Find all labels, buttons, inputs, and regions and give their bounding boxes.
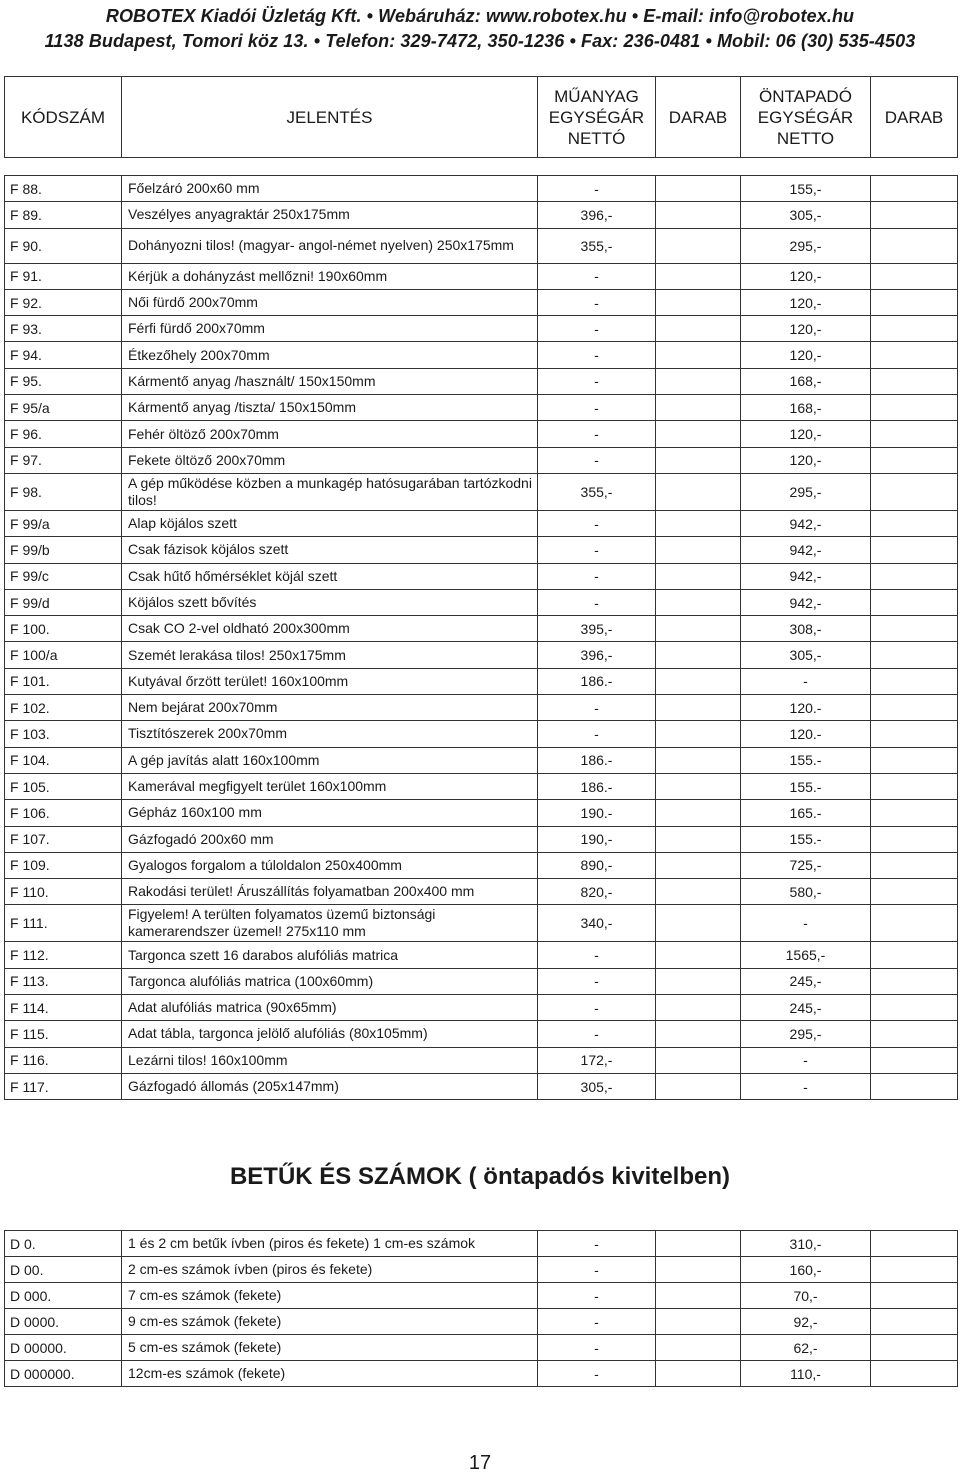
table-row: [5, 642, 958, 668]
row-qty-plastic: [656, 852, 741, 878]
row-adhesive-price: 165.-: [741, 800, 871, 826]
row-adhesive-price: -: [741, 1047, 871, 1073]
header-code: KÓDSZÁM: [5, 77, 122, 158]
row-qty-adhesive: [871, 316, 958, 342]
row-qty-plastic: [656, 589, 741, 615]
header-plastic-line2: EGYSÉGÁR: [548, 107, 645, 127]
row-qty-plastic: [656, 176, 741, 202]
header-qty2: DARAB: [871, 77, 958, 158]
row-plastic-price: -: [538, 263, 656, 289]
row-qty-adhesive: [871, 995, 958, 1021]
row-code: F 103.: [5, 721, 122, 747]
table-row: [5, 202, 958, 228]
row-description: Gázfogadó 200x60 mm: [122, 826, 538, 852]
row-plastic-price: -: [538, 589, 656, 615]
header-meaning: JELENTÉS: [122, 77, 538, 158]
row-adhesive-price: 310,-: [741, 1231, 871, 1257]
row-qty-plastic: [656, 1231, 741, 1257]
row-qty-adhesive: [871, 202, 958, 228]
table-row: [5, 228, 958, 263]
row-qty-plastic: [656, 1021, 741, 1047]
row-description: A gép működése közben a munkagép hatósugarában tartózkodni tilos!: [122, 473, 538, 510]
row-code: F 100.: [5, 616, 122, 642]
row-adhesive-price: 70,-: [741, 1283, 871, 1309]
row-plastic-price: -: [538, 1021, 656, 1047]
row-plastic-price: 395,-: [538, 616, 656, 642]
row-plastic-price: -: [538, 563, 656, 589]
row-description: Gépház 160x100 mm: [122, 800, 538, 826]
row-adhesive-price: 62,-: [741, 1335, 871, 1361]
row-code: F 99/b: [5, 537, 122, 563]
row-description: Tisztítószerek 200x70mm: [122, 721, 538, 747]
row-description: Csak hűtő hőmérséklet köjál szett: [122, 563, 538, 589]
header-adhesive-line2: EGYSÉGÁR: [757, 107, 854, 127]
row-adhesive-price: 580,-: [741, 879, 871, 905]
row-plastic-price: -: [538, 537, 656, 563]
row-qty-adhesive: [871, 905, 958, 942]
row-description: 7 cm-es számok (fekete): [122, 1283, 538, 1309]
table-row: [5, 1257, 958, 1283]
table-row: [5, 695, 958, 721]
row-plastic-price: -: [538, 368, 656, 394]
row-description: Étkezőhely 200x70mm: [122, 342, 538, 368]
table-row: [5, 263, 958, 289]
row-adhesive-price: 942,-: [741, 563, 871, 589]
row-plastic-price: -: [538, 342, 656, 368]
row-adhesive-price: 160,-: [741, 1257, 871, 1283]
row-qty-plastic: [656, 1309, 741, 1335]
row-qty-adhesive: [871, 1231, 958, 1257]
row-code: F 111.: [5, 905, 122, 942]
row-qty-plastic: [656, 537, 741, 563]
row-code: F 94.: [5, 342, 122, 368]
table-row: [5, 473, 958, 510]
row-code: D 00000.: [5, 1335, 122, 1361]
table-row: [5, 289, 958, 315]
header-adhesive-line1: ÖNTAPADÓ: [759, 86, 852, 106]
row-code: F 112.: [5, 942, 122, 968]
row-qty-adhesive: [871, 852, 958, 878]
row-plastic-price: -: [538, 1335, 656, 1361]
row-plastic-price: 355,-: [538, 473, 656, 510]
row-qty-adhesive: [871, 879, 958, 905]
table-row: [5, 589, 958, 615]
table-row: [5, 510, 958, 536]
row-adhesive-price: 942,-: [741, 510, 871, 536]
row-qty-plastic: [656, 879, 741, 905]
table-row: [5, 826, 958, 852]
company-header-line2: 1138 Budapest, Tomori köz 13. • Telefon: 329-7472, 350-1236 • Fax: 236-0481 • Mobil: 06 (30) 535-4503: [44, 31, 916, 51]
row-adhesive-price: 155.-: [741, 826, 871, 852]
row-description: A gép javítás alatt 160x100mm: [122, 747, 538, 773]
table-row: [5, 1309, 958, 1335]
row-adhesive-price: 295,-: [741, 228, 871, 263]
row-qty-adhesive: [871, 747, 958, 773]
row-qty-plastic: [656, 563, 741, 589]
table-row: [5, 668, 958, 694]
row-description: Adat alufóliás matrica (90x65mm): [122, 995, 538, 1021]
row-code: F 117.: [5, 1073, 122, 1099]
row-description: Kamerával megfigyelt terület 160x100mm: [122, 773, 538, 799]
row-qty-plastic: [656, 800, 741, 826]
row-description: 2 cm-es számok ívben (piros és fekete): [122, 1257, 538, 1283]
row-description: Adat tábla, targonca jelölő alufóliás (80x105mm): [122, 1021, 538, 1047]
row-qty-plastic: [656, 289, 741, 315]
letters-table: [4, 1230, 958, 1387]
row-plastic-price: -: [538, 1309, 656, 1335]
row-plastic-price: -: [538, 421, 656, 447]
table-row: [5, 176, 958, 202]
row-plastic-price: 172,-: [538, 1047, 656, 1073]
row-description: Kérjük a dohányzást mellőzni! 190x60mm: [122, 263, 538, 289]
row-code: D 0.: [5, 1231, 122, 1257]
row-qty-plastic: [656, 263, 741, 289]
row-plastic-price: 340,-: [538, 905, 656, 942]
row-plastic-price: -: [538, 1361, 656, 1387]
table-row: [5, 773, 958, 799]
row-qty-plastic: [656, 773, 741, 799]
table-row: [5, 316, 958, 342]
table-row: [5, 995, 958, 1021]
row-adhesive-price: 245,-: [741, 995, 871, 1021]
row-description: 12cm-es számok (fekete): [122, 1361, 538, 1387]
row-qty-plastic: [656, 1361, 741, 1387]
row-adhesive-price: 120,-: [741, 263, 871, 289]
row-qty-adhesive: [871, 773, 958, 799]
row-description: Főelzáró 200x60 mm: [122, 176, 538, 202]
row-code: D 00.: [5, 1257, 122, 1283]
row-code: F 106.: [5, 800, 122, 826]
row-description: Köjálos szett bővítés: [122, 589, 538, 615]
row-qty-adhesive: [871, 1283, 958, 1309]
table-row: [5, 447, 958, 473]
row-code: F 95.: [5, 368, 122, 394]
row-plastic-price: -: [538, 968, 656, 994]
row-code: F 116.: [5, 1047, 122, 1073]
row-adhesive-price: 155,-: [741, 176, 871, 202]
row-description: Gázfogadó állomás (205x147mm): [122, 1073, 538, 1099]
row-plastic-price: -: [538, 942, 656, 968]
row-qty-plastic: [656, 1283, 741, 1309]
row-description: Rakodási terület! Áruszállítás folyamatban 200x400 mm: [122, 879, 538, 905]
row-code: F 89.: [5, 202, 122, 228]
row-plastic-price: 355,-: [538, 228, 656, 263]
row-description: Nem bejárat 200x70mm: [122, 695, 538, 721]
row-adhesive-price: 120,-: [741, 289, 871, 315]
row-qty-adhesive: [871, 1335, 958, 1361]
row-description: Női fürdő 200x70mm: [122, 289, 538, 315]
table-row: [5, 942, 958, 968]
table-row: [5, 1335, 958, 1361]
row-adhesive-price: 110,-: [741, 1361, 871, 1387]
row-qty-plastic: [656, 342, 741, 368]
page-number: 17: [468, 1452, 492, 1474]
row-qty-adhesive: [871, 1361, 958, 1387]
row-qty-adhesive: [871, 1073, 958, 1099]
row-description: Alap köjálos szett: [122, 510, 538, 536]
row-qty-adhesive: [871, 721, 958, 747]
row-plastic-price: 186.-: [538, 773, 656, 799]
row-qty-plastic: [656, 695, 741, 721]
row-code: F 113.: [5, 968, 122, 994]
row-qty-adhesive: [871, 1021, 958, 1047]
row-adhesive-price: -: [741, 1073, 871, 1099]
row-qty-plastic: [656, 510, 741, 536]
row-adhesive-price: 245,-: [741, 968, 871, 994]
row-plastic-price: -: [538, 1231, 656, 1257]
row-description: Csak fázisok köjálos szett: [122, 537, 538, 563]
row-adhesive-price: -: [741, 668, 871, 694]
row-plastic-price: -: [538, 1283, 656, 1309]
row-qty-plastic: [656, 447, 741, 473]
table-row: [5, 747, 958, 773]
row-description: Figyelem! A terülten folyamatos üzemű biztonsági kamerarendszer üzemel! 275x110 mm: [122, 905, 538, 942]
row-description: Kármentő anyag /használt/ 150x150mm: [122, 368, 538, 394]
table-row: [5, 1047, 958, 1073]
row-qty-adhesive: [871, 642, 958, 668]
row-code: F 104.: [5, 747, 122, 773]
row-qty-adhesive: [871, 447, 958, 473]
row-description: Szemét lerakása tilos! 250x175mm: [122, 642, 538, 668]
row-qty-adhesive: [871, 668, 958, 694]
row-plastic-price: 396,-: [538, 642, 656, 668]
row-plastic-price: -: [538, 721, 656, 747]
row-plastic-price: 890,-: [538, 852, 656, 878]
row-adhesive-price: 120,-: [741, 316, 871, 342]
row-qty-adhesive: [871, 228, 958, 263]
row-qty-plastic: [656, 826, 741, 852]
row-code: F 105.: [5, 773, 122, 799]
row-code: F 99/d: [5, 589, 122, 615]
row-code: F 100/a: [5, 642, 122, 668]
row-description: Targonca szett 16 darabos alufóliás matrica: [122, 942, 538, 968]
row-code: F 93.: [5, 316, 122, 342]
row-code: F 91.: [5, 263, 122, 289]
row-code: F 90.: [5, 228, 122, 263]
row-adhesive-price: 155.-: [741, 773, 871, 799]
row-qty-adhesive: [871, 289, 958, 315]
column-header-table: [4, 76, 958, 158]
row-description: Dohányozni tilos! (magyar- angol-német nyelven) 250x175mm: [122, 228, 538, 263]
table-row: [5, 800, 958, 826]
row-code: F 102.: [5, 695, 122, 721]
table-row: [5, 368, 958, 394]
row-qty-plastic: [656, 616, 741, 642]
row-qty-plastic: [656, 228, 741, 263]
row-adhesive-price: 168,-: [741, 368, 871, 394]
row-qty-plastic: [656, 1257, 741, 1283]
row-description: Fekete öltöző 200x70mm: [122, 447, 538, 473]
row-qty-adhesive: [871, 826, 958, 852]
row-adhesive-price: 155.-: [741, 747, 871, 773]
row-code: F 88.: [5, 176, 122, 202]
row-code: F 109.: [5, 852, 122, 878]
row-description: Gyalogos forgalom a túloldalon 250x400mm: [122, 852, 538, 878]
row-qty-adhesive: [871, 942, 958, 968]
row-qty-adhesive: [871, 176, 958, 202]
row-description: Veszélyes anyagraktár 250x175mm: [122, 202, 538, 228]
row-qty-adhesive: [871, 1257, 958, 1283]
row-adhesive-price: 92,-: [741, 1309, 871, 1335]
header-plastic-line1: MŰANYAG: [554, 86, 639, 106]
row-qty-adhesive: [871, 537, 958, 563]
header-plastic-price: [538, 77, 656, 158]
row-plastic-price: -: [538, 447, 656, 473]
row-code: F 96.: [5, 421, 122, 447]
row-description: Csak CO 2-vel oldható 200x300mm: [122, 616, 538, 642]
row-adhesive-price: 120.-: [741, 721, 871, 747]
row-plastic-price: -: [538, 395, 656, 421]
table-row: [5, 1231, 958, 1257]
row-plastic-price: 190,-: [538, 826, 656, 852]
row-qty-plastic: [656, 202, 741, 228]
row-description: Kármentő anyag /tiszta/ 150x150mm: [122, 395, 538, 421]
row-qty-plastic: [656, 905, 741, 942]
row-qty-adhesive: [871, 263, 958, 289]
row-plastic-price: 396,-: [538, 202, 656, 228]
row-description: Férfi fürdő 200x70mm: [122, 316, 538, 342]
row-code: F 97.: [5, 447, 122, 473]
section-title: BETŰK ÉS SZÁMOK ( öntapadós kivitelben): [229, 1163, 731, 1190]
row-qty-plastic: [656, 1335, 741, 1361]
row-plastic-price: 820,-: [538, 879, 656, 905]
row-plastic-price: -: [538, 176, 656, 202]
row-plastic-price: 186.-: [538, 747, 656, 773]
row-description: 1 és 2 cm betűk ívben (piros és fekete) 1 cm-es számok: [122, 1231, 538, 1257]
row-qty-adhesive: [871, 342, 958, 368]
row-qty-adhesive: [871, 589, 958, 615]
row-qty-plastic: [656, 747, 741, 773]
row-qty-plastic: [656, 1047, 741, 1073]
row-code: F 92.: [5, 289, 122, 315]
table-row: [5, 342, 958, 368]
table-row: [5, 421, 958, 447]
row-qty-plastic: [656, 995, 741, 1021]
row-adhesive-price: -: [741, 905, 871, 942]
table-row: [5, 395, 958, 421]
row-adhesive-price: 120,-: [741, 447, 871, 473]
row-adhesive-price: 120.-: [741, 695, 871, 721]
row-plastic-price: 190.-: [538, 800, 656, 826]
row-qty-adhesive: [871, 1047, 958, 1073]
row-code: F 115.: [5, 1021, 122, 1047]
row-qty-adhesive: [871, 510, 958, 536]
row-code: F 99/a: [5, 510, 122, 536]
row-qty-plastic: [656, 368, 741, 394]
row-adhesive-price: 942,-: [741, 537, 871, 563]
row-adhesive-price: 305,-: [741, 642, 871, 668]
row-plastic-price: 305,-: [538, 1073, 656, 1099]
row-plastic-price: -: [538, 1257, 656, 1283]
row-description: 5 cm-es számok (fekete): [122, 1335, 538, 1361]
row-code: F 101.: [5, 668, 122, 694]
row-description: 9 cm-es számok (fekete): [122, 1309, 538, 1335]
row-adhesive-price: 120,-: [741, 342, 871, 368]
row-adhesive-price: 308,-: [741, 616, 871, 642]
row-code: F 95/a: [5, 395, 122, 421]
row-description: Fehér öltöző 200x70mm: [122, 421, 538, 447]
row-plastic-price: -: [538, 695, 656, 721]
row-adhesive-price: 295,-: [741, 473, 871, 510]
row-description: Targonca alufóliás matrica (100x60mm): [122, 968, 538, 994]
row-adhesive-price: 120,-: [741, 421, 871, 447]
row-qty-plastic: [656, 721, 741, 747]
table-row: [5, 537, 958, 563]
table-row: [5, 616, 958, 642]
table-row: [5, 1021, 958, 1047]
header-plastic-line3: NETTÓ: [567, 128, 626, 148]
row-description: Lezárni tilos! 160x100mm: [122, 1047, 538, 1073]
table-row: [5, 721, 958, 747]
row-code: F 110.: [5, 879, 122, 905]
table-row: [5, 1361, 958, 1387]
row-plastic-price: -: [538, 289, 656, 315]
table-row: [5, 1073, 958, 1099]
row-qty-adhesive: [871, 968, 958, 994]
table-row: [5, 563, 958, 589]
row-code: F 98.: [5, 473, 122, 510]
row-plastic-price: -: [538, 316, 656, 342]
row-plastic-price: -: [538, 995, 656, 1021]
row-qty-plastic: [656, 1073, 741, 1099]
table-row: [5, 968, 958, 994]
row-code: D 0000.: [5, 1309, 122, 1335]
row-description: Kutyával őrzött terület! 160x100mm: [122, 668, 538, 694]
header-qty1: DARAB: [656, 77, 741, 158]
row-qty-adhesive: [871, 800, 958, 826]
row-plastic-price: -: [538, 510, 656, 536]
header-adhesive-price: [741, 77, 871, 158]
table-row: [5, 905, 958, 942]
row-adhesive-price: 942,-: [741, 589, 871, 615]
row-qty-adhesive: [871, 563, 958, 589]
price-table: [4, 175, 958, 1100]
row-qty-plastic: [656, 942, 741, 968]
row-code: D 000.: [5, 1283, 122, 1309]
row-qty-plastic: [656, 968, 741, 994]
row-qty-plastic: [656, 316, 741, 342]
row-adhesive-price: 725,-: [741, 852, 871, 878]
row-qty-plastic: [656, 473, 741, 510]
row-code: F 107.: [5, 826, 122, 852]
row-adhesive-price: 1565,-: [741, 942, 871, 968]
row-adhesive-price: 305,-: [741, 202, 871, 228]
row-qty-plastic: [656, 668, 741, 694]
company-header-line1: ROBOTEX Kiadói Üzletág Kft. • Webáruház: www.robotex.hu • E-mail: info@robotex.hu: [105, 6, 855, 26]
row-code: F 114.: [5, 995, 122, 1021]
row-qty-adhesive: [871, 421, 958, 447]
row-adhesive-price: 295,-: [741, 1021, 871, 1047]
row-qty-plastic: [656, 642, 741, 668]
row-qty-adhesive: [871, 395, 958, 421]
row-qty-adhesive: [871, 473, 958, 510]
row-qty-adhesive: [871, 1309, 958, 1335]
row-plastic-price: 186.-: [538, 668, 656, 694]
row-qty-adhesive: [871, 695, 958, 721]
row-adhesive-price: 168,-: [741, 395, 871, 421]
header-adhesive-line3: NETTO: [776, 128, 835, 148]
table-row: [5, 1283, 958, 1309]
table-row: [5, 852, 958, 878]
row-qty-adhesive: [871, 368, 958, 394]
table-row: [5, 879, 958, 905]
row-qty-plastic: [656, 421, 741, 447]
row-code: F 99/c: [5, 563, 122, 589]
row-qty-plastic: [656, 395, 741, 421]
row-qty-adhesive: [871, 616, 958, 642]
row-code: D 000000.: [5, 1361, 122, 1387]
